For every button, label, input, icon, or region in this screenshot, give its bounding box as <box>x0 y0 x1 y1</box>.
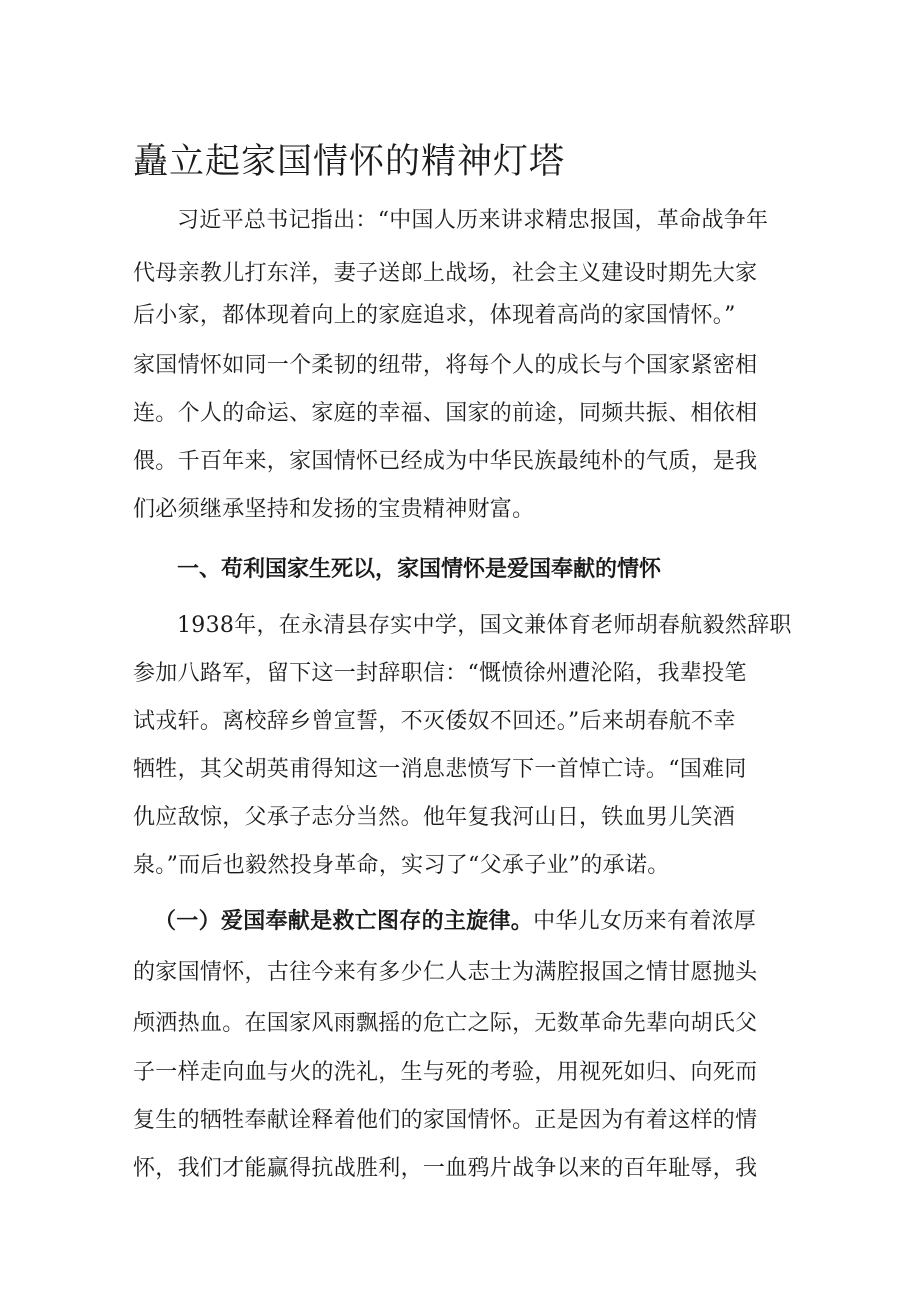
intro-line-5: 连。个人的命运、家庭的幸福、国家的前途，同频共振、相依相 <box>133 401 758 426</box>
section-heading: 一、苟利国家生死以，家国情怀是爱国奉献的情怀 <box>177 556 662 582</box>
intro-line-6: 偎。千百年来，家国情怀已经成为中华民族最纯朴的气质，是我 <box>133 449 758 474</box>
subsection-line-4: 子一样走向血与火的洗礼，生与死的考验，用视死如归、向死而 <box>133 1060 758 1085</box>
subsection-line-6: 怀，我们才能赢得抗战胜利，一血鸦片战争以来的百年耻辱，我 <box>133 1156 758 1181</box>
story-line-2: 参加八路军，留下这一封辞职信：“慨愤徐州遭沦陷，我辈投笔 <box>133 661 747 686</box>
story-line-5: 仇应敌惊，父承子志分当然。他年复我河山日，铁血男儿笑酒 <box>133 805 736 830</box>
intro-line-3: 后小家，都体现着向上的家庭追求，体现着高尚的家国情怀。” <box>133 303 736 328</box>
intro-line-7: 们必须继承坚持和发扬的宝贵精神财富。 <box>133 497 535 522</box>
story-line-1: 1938年，在永清县存实中学，国文兼体育老师胡春航毅然辞职 <box>177 613 792 638</box>
subsection-first-line-text: 中华儿女历来有着浓厚 <box>533 909 757 934</box>
subsection-heading: （一）爱国奉献是救亡图存的主旋律。 <box>154 908 534 934</box>
intro-line-1: 习近平总书记指出：“中国人历来讲求精忠报国，革命战争年 <box>177 208 769 233</box>
subsection-first-line <box>154 905 756 938</box>
intro-line-4: 家国情怀如同一个柔韧的纽带，将每个人的成长与个国家紧密相 <box>133 353 758 378</box>
subsection-line-2: 的家国情怀，古往今来有多少仁人志士为满腔报国之情甘愿抛头 <box>133 960 758 985</box>
story-line-6: 泉。”而后也毅然投身革命，实习了“父承子业”的承诺。 <box>133 853 670 878</box>
story-line-3: 试戎轩。离校辞乡曾宣誓，不灭倭奴不回还。”后来胡春航不幸 <box>133 709 736 734</box>
intro-line-2: 代母亲教儿打东洋，妻子送郎上战场，社会主义建设时期先大家 <box>133 261 758 286</box>
story-line-4: 牺牲，其父胡英甫得知这一消息悲愤写下一首悼亡诗。“国难同 <box>133 757 747 782</box>
subsection-line-5: 复生的牺牲奉献诠释着他们的家国情怀。正是因为有着这样的情 <box>133 1108 758 1133</box>
subsection-line-3: 颅洒热血。在国家风雨飘摇的危亡之际，无数革命先辈向胡氏父 <box>133 1011 758 1036</box>
document-title: 矗立起家国情怀的精神灯塔 <box>133 142 566 182</box>
